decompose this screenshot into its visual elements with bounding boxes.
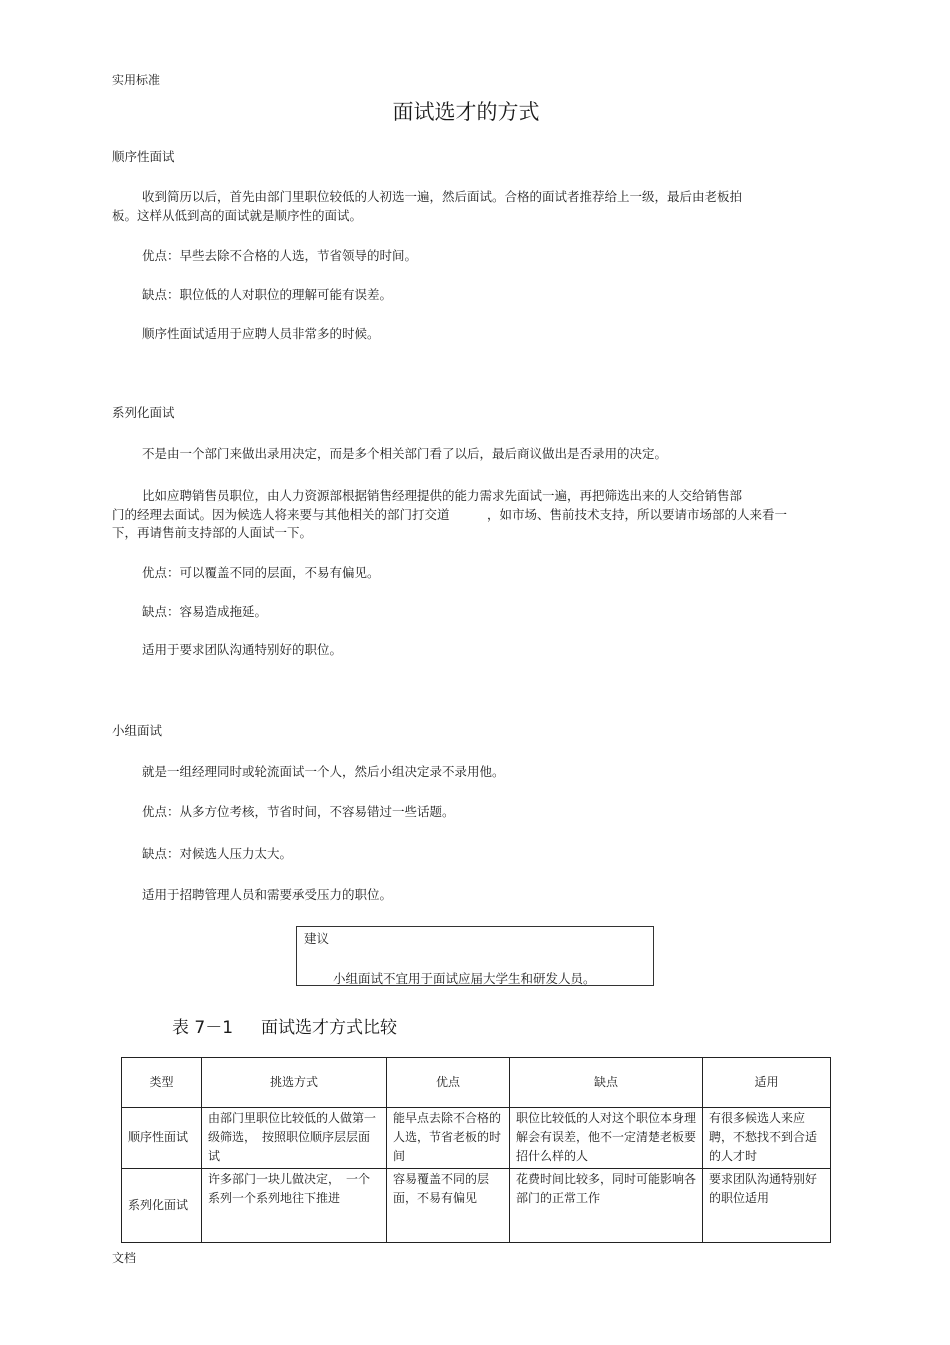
table-cell: 容易覆盖不同的层面，不易有偏见 — [387, 1169, 510, 1243]
paragraph: 比如应聘销售员职位，由人力资源部根据销售经理提供的能力需求先面试一遍，再把筛选出来的人交给销售部 — [142, 488, 743, 503]
use-text: 适用于要求团队沟通特别好的职位。 — [142, 642, 343, 657]
table-header-cell: 挑选方式 — [202, 1058, 387, 1108]
paragraph: 收到简历以后，首先由部门里职位较低的人初选一遍，然后面试。合格的面试者推荐给上一级，最后由老板拍 — [142, 189, 743, 204]
suggestion-content: 小组面试不宜用于面试应届大学生和研发人员。 — [333, 971, 596, 986]
table-header-cell: 适用 — [703, 1058, 831, 1108]
table-header-cell: 优点 — [387, 1058, 510, 1108]
page-footer: 文档 — [112, 1251, 137, 1265]
use-text: 顺序性面试适用于应聘人员非常多的时候。 — [142, 326, 380, 341]
paragraph: 下，再请售前支持部的人面试一下。 — [112, 525, 313, 540]
pros-text: 优点：从多方位考核，节省时间，不容易错过一些话题。 — [142, 804, 455, 819]
table-cell: 能早点去除不合格的人选，节省老板的时间 — [387, 1108, 510, 1169]
page-header: 实用标准 — [112, 73, 161, 87]
table-row — [122, 1108, 831, 1169]
suggestion-box — [296, 926, 654, 986]
table-caption-number: 表 7－1 — [172, 1018, 234, 1038]
table-cell: 花费时间比较多，同时可能影响各部门的正常工作 — [510, 1169, 703, 1243]
table-cell-type: 系列化面试 — [122, 1169, 202, 1243]
paragraph: 不是由一个部门来做出录用决定，而是多个相关部门看了以后，最后商议做出是否录用的决定。 — [142, 446, 668, 461]
table-header-cell: 缺点 — [510, 1058, 703, 1108]
table-cell: 有很多候选人来应聘，不愁找不到合适的人才时 — [703, 1108, 831, 1169]
cons-text: 缺点：职位低的人对职位的理解可能有误差。 — [142, 287, 393, 302]
page-title: 面试选才的方式 — [392, 100, 540, 124]
paragraph: 门的经理去面试。因为候选人将来要与其他相关的部门打交道 ，如市场、售前技术支持，所以要请市场部的人来看一 — [112, 507, 788, 522]
section-heading-serial: 系列化面试 — [112, 405, 175, 420]
table-caption — [172, 1013, 397, 1038]
table-header-cell: 类型 — [122, 1058, 202, 1108]
suggestion-title: 建议 — [304, 931, 330, 946]
comparison-table — [121, 1057, 831, 1243]
table-header-row — [122, 1058, 831, 1108]
paragraph: 板。这样从低到高的面试就是顺序性的面试。 — [112, 208, 363, 223]
paragraph: 就是一组经理同时或轮流面试一个人，然后小组决定录不录用他。 — [142, 764, 505, 779]
table-cell: 由部门里职位比较低的人做第一级筛选， 按照职位顺序层层面试 — [202, 1108, 387, 1169]
table-cell-type: 顺序性面试 — [122, 1108, 202, 1169]
use-text: 适用于招聘管理人员和需要承受压力的职位。 — [142, 887, 393, 902]
table-caption-text: 面试选才方式比较 — [261, 1018, 398, 1038]
table-row — [122, 1169, 831, 1243]
table-cell: 职位比较低的人对这个职位本身理解会有误差，他不一定清楚老板要招什么样的人 — [510, 1108, 703, 1169]
pros-text: 优点：早些去除不合格的人选，节省领导的时间。 — [142, 248, 418, 263]
section-heading-sequential: 顺序性面试 — [112, 149, 175, 164]
pros-text: 优点：可以覆盖不同的层面，不易有偏见。 — [142, 565, 380, 580]
cons-text: 缺点：对候选人压力太大。 — [142, 846, 293, 861]
cons-text: 缺点：容易造成拖延。 — [142, 604, 268, 619]
table-cell: 许多部门一块儿做决定， 一个系列一个系列地往下推进 — [202, 1169, 387, 1243]
table-cell: 要求团队沟通特别好的职位适用 — [703, 1169, 831, 1243]
section-heading-group: 小组面试 — [112, 723, 163, 738]
